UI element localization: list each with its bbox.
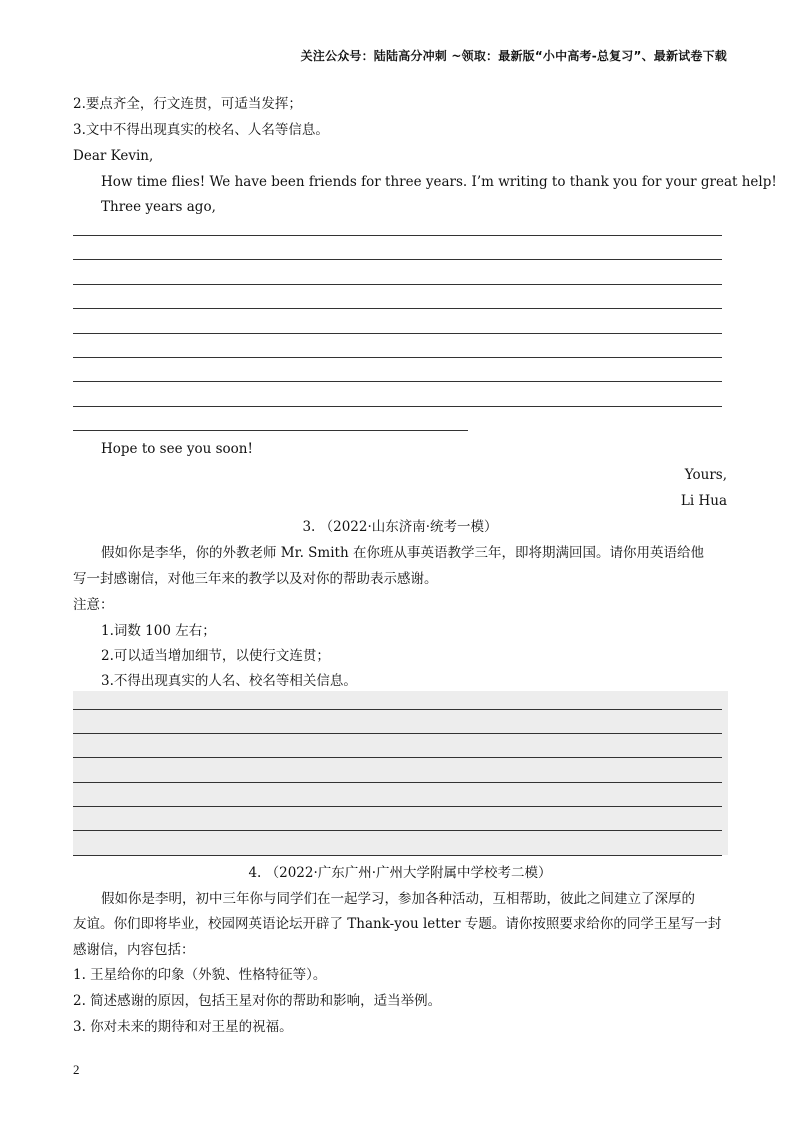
writing-line (73, 259, 722, 260)
q3-notice: 注意： (73, 597, 114, 613)
letter-yours: Yours, (684, 467, 727, 483)
letter-line-2: Three years ago, (101, 199, 216, 215)
q4-paragraph-1: 假如你是李明，初中三年你与同学们在一起学习，参加各种活动，互相帮助，彼此之间建立了深厚的 (101, 891, 695, 907)
writing-line (73, 830, 722, 831)
q4-paragraph-2: 友谊。你们即将毕业，校园网英语论坛开辟了 Thank-you letter 专题。请你按照要求给你的同学王星写一封 (73, 916, 722, 932)
letter-signature: Li Hua (680, 493, 727, 509)
q2-note-3: 3.文中不得出现真实的校名、人名等信息。 (73, 122, 329, 138)
q4-item-2: 2. 简述感谢的原因，包括王星对你的帮助和影响，适当举例。 (73, 993, 442, 1009)
q4-title: 4. （2022·广东广州·广州大学附属中学校考二模） (248, 865, 552, 881)
writing-line (73, 308, 722, 309)
writing-line (73, 855, 722, 856)
writing-line (73, 357, 722, 358)
q3-note-3: 3.不得出现真实的人名、校名等相关信息。 (101, 673, 357, 689)
writing-line (73, 381, 722, 382)
writing-line (73, 430, 468, 431)
writing-line (73, 806, 722, 807)
q3-note-2: 2.可以适当增加细节，以使行文连贯； (101, 648, 330, 664)
writing-line (73, 235, 722, 236)
writing-line (73, 782, 722, 783)
letter-closing: Hope to see you soon! (101, 441, 253, 457)
q3-title: 3. （2022·山东济南·统考一模） (302, 519, 498, 535)
letter-line-1: How time flies! We have been friends for three years. I’m writing to thank you for your great help! (101, 174, 777, 190)
q2-note-2: 2.要点齐全，行文连贯，可适当发挥； (73, 96, 302, 112)
writing-line (73, 406, 722, 407)
q4-item-3: 3. 你对未来的期待和对王星的祝福。 (73, 1019, 293, 1035)
q4-item-1: 1. 王星给你的印象（外貌、性格特征等）。 (73, 967, 327, 983)
writing-line (73, 333, 722, 334)
q4-paragraph-3: 感谢信，内容包括： (73, 942, 195, 958)
writing-line (73, 733, 722, 734)
writing-line (73, 284, 722, 285)
page-header: 关注公众号：陆陆高分冲刺 ~领取：最新版“小中高考-总复习”、最新试卷下载 (300, 49, 727, 63)
q3-note-1: 1.词数 100 左右； (101, 623, 216, 639)
letter-salutation: Dear Kevin, (73, 148, 154, 164)
q3-paragraph-2: 写一封感谢信，对他三年来的教学以及对你的帮助表示感谢。 (73, 571, 438, 587)
q3-paragraph-1: 假如你是李华，你的外教老师 Mr. Smith 在你班从事英语教学三年，即将期满回国。请你用英语给他 (101, 545, 704, 561)
writing-line (73, 757, 722, 758)
writing-line (73, 709, 722, 710)
page-number: 2 (73, 1062, 80, 1077)
